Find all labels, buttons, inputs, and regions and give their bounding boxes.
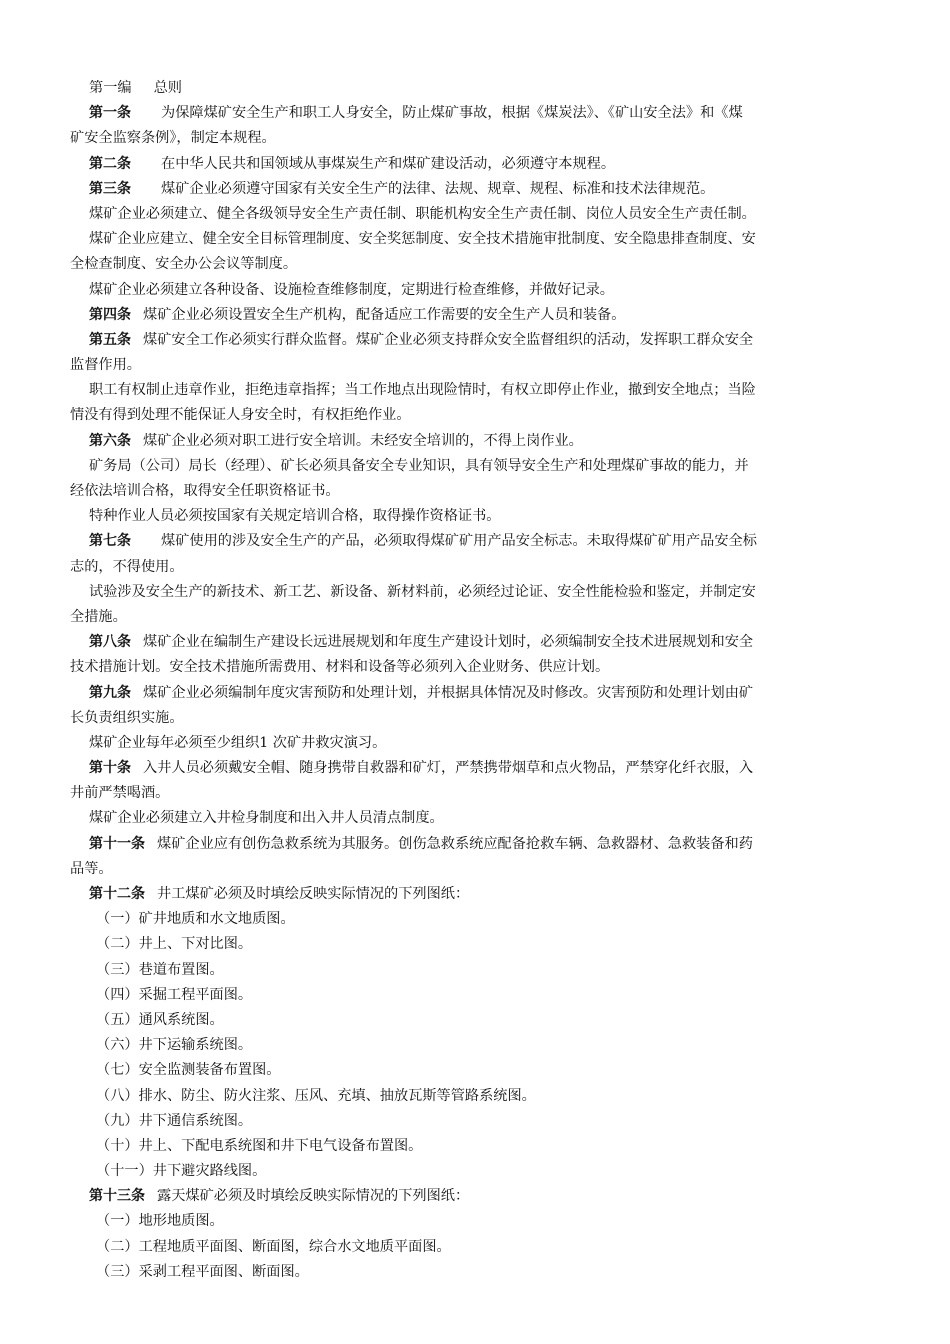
paragraph-line <box>70 227 880 252</box>
article-text: （三）采剥工程平面图、断面图。 <box>96 1263 309 1280</box>
article-number: 第十条 <box>89 760 131 777</box>
paragraph-line <box>70 202 880 227</box>
article-number: 第十二条 <box>89 886 145 902</box>
paragraph-line <box>70 1134 880 1159</box>
article-text: 煤矿企业每年必须至少组织1 次矿井救灾演习。 <box>89 734 387 751</box>
article-number: 第五条 <box>89 331 131 348</box>
article-text: 矿务局（公司）局长（经理）、矿长必须具备安全专业知识，具有领导安全生产和处理煤矿事故的能力，并 <box>89 457 749 474</box>
article-paragraph <box>70 429 880 454</box>
article-text: 矿安全监察条例》，制定本规程。 <box>70 130 276 147</box>
article-text: 煤矿企业必须建立入井检身制度和出入井人员清点制度。 <box>89 810 444 827</box>
article-text: 试验涉及安全生产的新技术、新工艺、新设备、新材料前，必须经过论证、安全性能检验和鉴定，并制定安 <box>89 583 756 600</box>
article-text: （十）井上、下配电系统图和井下电气设备布置图。 <box>96 1137 423 1154</box>
article-text: 技术措施计划。安全技术措施所需费用、材料和设备等必须列入企业财务、供应计划。 <box>70 659 610 676</box>
paragraph-line <box>70 932 880 957</box>
paragraph-line <box>70 353 880 378</box>
article-number: 第七条 <box>89 533 131 550</box>
article-paragraph <box>70 529 880 554</box>
paragraph-line <box>70 252 880 277</box>
article-paragraph <box>70 328 880 353</box>
article-text: 职工有权制止违章作业，拒绝违章指挥；当工作地点出现险情时，有权立即停止作业，撤到安全地点；当险 <box>89 382 756 399</box>
article-paragraph <box>70 832 880 857</box>
article-number: 第三条 <box>89 180 131 197</box>
paragraph-line <box>70 781 880 806</box>
paragraph-line <box>70 1260 880 1285</box>
article-text: 煤矿企业必须建立各种设备、设施检查维修制度，定期进行检查维修，并做好记录。 <box>89 281 614 298</box>
paragraph-line <box>70 1159 880 1184</box>
article-text: （五）通风系统图。 <box>96 1011 224 1028</box>
article-number: 第十三条 <box>89 1188 145 1205</box>
article-text: （七）安全监测装备布置图。 <box>96 1062 281 1079</box>
article-paragraph <box>70 882 880 907</box>
article-text: 井前严禁喝酒。 <box>70 785 170 802</box>
article-number: 第四条 <box>89 306 131 323</box>
article-paragraph <box>70 756 880 781</box>
paragraph-line <box>70 806 880 831</box>
article-text: （二）井上、下对比图。 <box>96 936 253 953</box>
paragraph-line <box>70 378 880 403</box>
article-text: 志的，不得使用。 <box>70 558 184 575</box>
paragraph-line <box>70 1209 880 1234</box>
article-text: 煤矿企业在编制生产建设长远进展规划和年度生产建设计划时，必须编制安全技术进展规划和安全 <box>143 634 754 651</box>
article-text: 长负责组织实施。 <box>70 709 184 726</box>
article-paragraph <box>70 303 880 328</box>
article-text: 煤矿企业必须遵守国家有关安全生产的法律、法规、规章、规程、标准和技术法律规范。 <box>161 180 715 197</box>
article-text: 监督作用。 <box>70 357 141 374</box>
paragraph-line <box>70 857 880 882</box>
paragraph-line <box>70 403 880 428</box>
paragraph-line <box>70 731 880 756</box>
article-text: 情没有得到处理不能保证人身安全时，有权拒绝作业。 <box>70 407 411 424</box>
paragraph-line <box>70 1008 880 1033</box>
article-paragraph <box>70 681 880 706</box>
article-text: （三）巷道布置图。 <box>96 961 224 978</box>
article-text: （一）矿井地质和水文地质图。 <box>96 911 295 928</box>
article-paragraph <box>70 177 880 202</box>
paragraph-line <box>70 706 880 731</box>
article-number: 第十一条 <box>89 835 145 852</box>
paragraph-line <box>70 555 880 580</box>
article-number: 第八条 <box>89 634 131 651</box>
paragraph-line <box>70 655 880 680</box>
article-text: 入井人员必须戴安全帽、随身携带自救器和矿灯，严禁携带烟草和点火物品，严禁穿化纤衣服，入 <box>143 760 754 777</box>
article-text: 煤矿企业必须建立、健全各级领导安全生产责任制、职能机构安全生产责任制、岗位人员安全生产责任制。 <box>89 205 756 222</box>
paragraph-line <box>70 1058 880 1083</box>
article-text: 在中华人民共和国领域从事煤炭生产和煤矿建设活动，必须遵守本规程。 <box>161 155 616 172</box>
paragraph-line <box>70 1235 880 1260</box>
article-text: 露天煤矿必须及时填绘反映实际情况的下列图纸： <box>157 1188 470 1205</box>
article-paragraph <box>70 101 880 126</box>
article-text: 煤矿安全工作必须实行群众监督。煤矿企业必须支持群众安全监督组织的活动，发挥职工群众安全 <box>143 331 754 348</box>
paragraph-line <box>70 958 880 983</box>
article-number: 第二条 <box>89 155 131 172</box>
article-paragraph <box>70 1184 880 1209</box>
article-text: （四）采掘工程平面图。 <box>96 986 253 1003</box>
paragraph-line <box>70 1084 880 1109</box>
article-number: 第六条 <box>89 432 131 449</box>
paragraph-line <box>70 580 880 605</box>
article-text: 煤矿企业必须编制年度灾害预防和处理计划，并根据具体情况及时修改。灾害预防和处理计划由矿 <box>143 684 754 701</box>
article-text: （九）井下通信系统图。 <box>96 1112 253 1129</box>
paragraph-line <box>70 454 880 479</box>
article-text: 煤矿企业应有创伤急救系统为其服务。创伤急救系统应配备抢救车辆、急救器材、急救装备和药 <box>157 835 753 852</box>
article-text: 煤矿企业必须设置安全生产机构，配备适应工作需要的安全生产人员和装备。 <box>143 306 626 323</box>
article-number: 第九条 <box>89 684 131 701</box>
part-label: 第一编 <box>89 80 132 96</box>
document-body <box>70 101 880 1285</box>
part-title: 总则 <box>153 80 182 96</box>
article-text: 煤矿使用的涉及安全生产的产品，必须取得煤矿矿用产品安全标志。未取得煤矿矿用产品安全标 <box>161 533 757 550</box>
paragraph-line <box>70 126 880 151</box>
article-paragraph <box>70 630 880 655</box>
article-text: 特种作业人员必须按国家有关规定培训合格，取得操作资格证书。 <box>89 508 501 525</box>
document-page <box>70 76 880 1285</box>
paragraph-line <box>70 605 880 630</box>
article-text: 全措施。 <box>70 608 127 625</box>
paragraph-line <box>70 278 880 303</box>
article-text: （八）排水、防尘、防火注浆、压风、充填、抽放瓦斯等管路系统图。 <box>96 1087 536 1104</box>
article-text: 品等。 <box>70 860 113 877</box>
paragraph-line <box>70 1109 880 1134</box>
part-heading <box>70 76 880 101</box>
paragraph-line <box>70 1033 880 1058</box>
article-text: （六）井下运输系统图。 <box>96 1037 253 1054</box>
article-paragraph <box>70 152 880 177</box>
article-number: 第一条 <box>89 105 131 122</box>
article-text: （一）地形地质图。 <box>96 1213 224 1230</box>
article-text: （十一）井下避灾路线图。 <box>96 1163 267 1180</box>
article-text: 全检查制度、安全办公会议等制度。 <box>70 256 298 273</box>
paragraph-line <box>70 479 880 504</box>
article-text: 经依法培训合格，取得安全任职资格证书。 <box>70 483 340 499</box>
paragraph-line <box>70 907 880 932</box>
article-text: 井工煤矿必须及时填绘反映实际情况的下列图纸： <box>157 886 470 902</box>
article-text: 煤矿企业必须对职工进行安全培训。未经安全培训的，不得上岗作业。 <box>143 432 583 449</box>
paragraph-line <box>70 983 880 1008</box>
article-text: 为保障煤矿安全生产和职工人身安全，防止煤矿事故，根据《煤炭法》、《矿山安全法》和《煤 <box>161 105 743 122</box>
article-text: （二）工程地质平面图、断面图，综合水文地质平面图。 <box>96 1238 451 1255</box>
paragraph-line <box>70 504 880 529</box>
article-text: 煤矿企业应建立、健全安全目标管理制度、安全奖惩制度、安全技术措施审批制度、安全隐患排查制度、安 <box>89 231 756 248</box>
